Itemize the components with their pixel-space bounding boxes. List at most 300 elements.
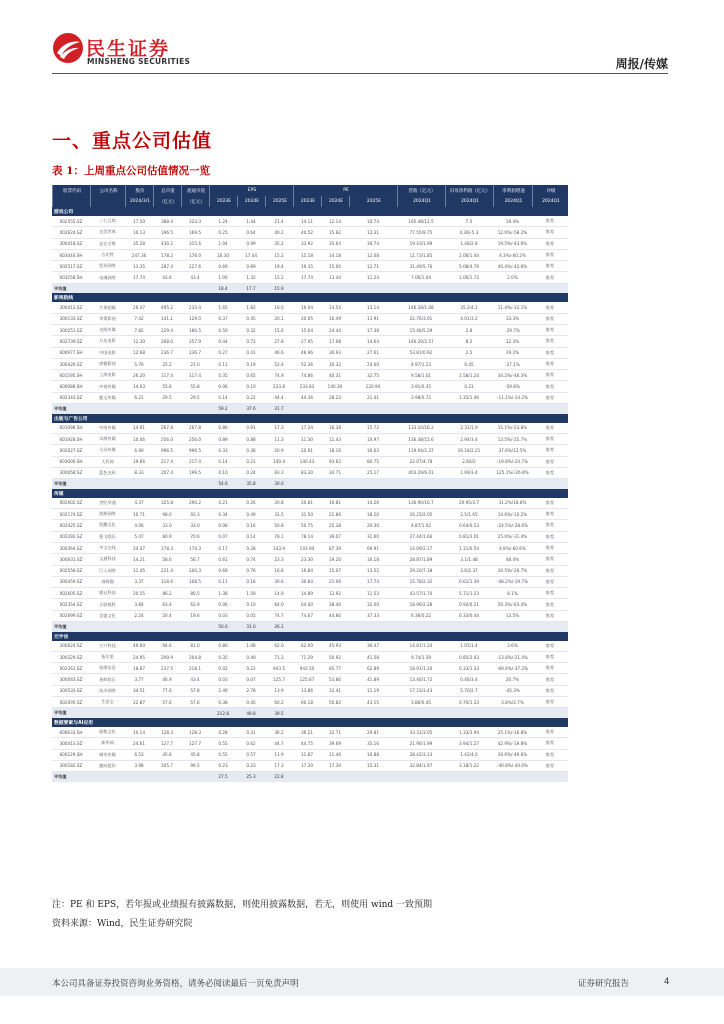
table-cell: 35.2/4.2 [460, 305, 478, 311]
table-cell: 74.7 [274, 613, 284, 619]
table-cell: 0.64 [246, 229, 256, 235]
table-cell: 267.8 [189, 425, 201, 431]
table-cell: 13.14 [367, 305, 379, 311]
table-cell: 推荐 [545, 762, 555, 768]
table-row [52, 468, 568, 479]
table-cell: 6.90 [134, 447, 144, 453]
table-cell: 52.4 [274, 361, 284, 367]
table-cell: -69.4%/-37.2% [496, 665, 529, 671]
table-cell: 推荐 [545, 252, 555, 258]
table-cell: 17.34 [301, 425, 313, 431]
table-cell: 0.81/2.01 [458, 534, 480, 540]
table-cell: 146.28/1.08 [408, 305, 434, 311]
header-cell: 评级 [532, 185, 569, 196]
table-cell: 0.57 [246, 752, 256, 758]
table-cell: 3.37 [134, 579, 144, 585]
table-row [52, 738, 568, 749]
table-cell: 403.29/6.01 [408, 470, 434, 476]
table-cell: 22.76/3.01 [409, 316, 433, 322]
table-cell: 5.76 [134, 361, 144, 367]
table-cell: 48.4% [505, 556, 520, 562]
table-cell: 20.05 [301, 316, 313, 322]
table-cell: 推荐 [545, 751, 555, 757]
table-cell: 19.35 [301, 263, 313, 269]
table-cell: 12.3% [505, 338, 520, 344]
table-cell: 16.25/2.05 [409, 511, 433, 517]
table-cell: 315.6 [189, 241, 201, 247]
table-cell: 0.85/2.43 [458, 654, 480, 660]
table-cell: 0.45 [464, 361, 474, 367]
table-cell: 78.14 [301, 534, 313, 540]
table-row [52, 697, 568, 708]
table-cell: 1.35/1.46 [458, 395, 480, 401]
table-cell: 119.04/2.37 [408, 447, 434, 453]
table-cell: 15.00 [329, 263, 341, 269]
table-cell: 15.82 [329, 229, 341, 235]
table-cell: 80.9 [162, 534, 172, 540]
table-cell: 17.38 [367, 327, 379, 333]
table-cell: 4.06 [134, 522, 144, 528]
table-cell: 0.86 [218, 425, 228, 431]
table-cell: 14.03 [133, 384, 145, 390]
table-cell: 0.11 [218, 579, 228, 585]
table-cell: 39.69 [329, 740, 341, 746]
table-group-header [52, 207, 568, 216]
table-cell: -27.1% [505, 361, 520, 367]
table-cell: 12.68 [133, 350, 145, 356]
table-cell: 140.4 [273, 459, 285, 465]
average-value: 31.0 [246, 624, 256, 630]
table-cell: 11.9 [274, 752, 284, 758]
table-cell: 0.49 [246, 654, 256, 660]
table-cell: 53.86 [329, 677, 341, 683]
table-cell: 27.61 [367, 350, 379, 356]
average-label: 平均值 [54, 285, 67, 291]
table-cell: 140.43 [299, 459, 315, 465]
table-cell: 603444.SH [59, 252, 83, 258]
header-cell: 2025E [349, 196, 398, 207]
table-cell: 15.72 [367, 425, 379, 431]
table-cell: 推荐 [545, 612, 555, 618]
table-cell: 178.3 [161, 545, 173, 551]
table-cell: 推荐 [545, 729, 555, 735]
table-cell: 300133.SZ [59, 316, 83, 322]
table-cell: 14.91 [133, 425, 145, 431]
table-cell: 31.5 [274, 511, 284, 517]
data-source-note: 资料来源：Wind，民生证券研究院 [52, 919, 193, 929]
table-cell: 221.4 [161, 568, 173, 574]
table-cell: 电魂网络 [99, 274, 116, 280]
table-cell: 推荐 [545, 578, 555, 584]
table-cell: 15.2 [274, 252, 284, 258]
table-cell: 10.71 [133, 511, 145, 517]
table-cell: 247.36 [131, 252, 147, 258]
table-cell: 15.2 [274, 275, 284, 281]
table-cell: 136.38/15.6 [408, 436, 434, 442]
table-cell: 43.4 [190, 275, 200, 281]
table-cell: 10.5%/-26.7% [497, 568, 528, 574]
table-cell: 57.8 [190, 688, 200, 694]
table-cell: 中视传媒 [99, 383, 116, 389]
table-cell: 125.7 [273, 677, 285, 683]
table-cell: 7.5 [465, 218, 473, 224]
table-cell: 中文在线 [99, 545, 116, 551]
table-cell: 0.28 [218, 729, 228, 735]
average-value: 54.6 [218, 481, 228, 487]
table-cell: 18.96/2.28 [409, 602, 433, 608]
table-cell: 凯撒文化 [99, 522, 116, 528]
table-cell: 12.6%/-58.2% [497, 229, 528, 235]
table-cell: 2.31/1.9 [460, 425, 478, 431]
table-cell: 6.21 [134, 395, 144, 401]
table-cell: 300182.SZ [59, 763, 83, 769]
table-row [52, 457, 568, 468]
page-number: 4 [664, 977, 670, 987]
table-cell: 吉比特 [101, 252, 114, 258]
table-cell: 0.17 [218, 545, 228, 551]
table-cell: 推荐 [545, 642, 555, 648]
table-cell: 捷成股份 [99, 762, 116, 768]
table-cell: 9.74/1.39 [410, 654, 432, 660]
table-cell: 0.70/1.33 [458, 699, 480, 705]
table-cell: 603258.SH [59, 275, 83, 281]
table-cell: 美盛文化 [99, 612, 116, 618]
table-cell: 34.2%/-46.3% [497, 372, 528, 378]
table-cell: 35.16 [367, 740, 379, 746]
table-cell: 62.0 [274, 643, 284, 649]
table-cell: 19.4% [505, 218, 520, 224]
table-cell: 0.46/3.4 [460, 677, 478, 683]
table-cell: 13.52 [367, 568, 379, 574]
table-row [52, 588, 568, 599]
average-value: 50.0 [218, 624, 228, 630]
header-cell: （亿元） [153, 196, 182, 207]
table-row [52, 761, 568, 772]
table-cell: 64.00 [301, 602, 313, 608]
header-divider [52, 73, 668, 74]
table-cell: 拓尔思 [101, 654, 114, 660]
table-cell: 2.5/1.65 [460, 511, 478, 517]
table-row [52, 750, 568, 761]
table-cell: 180.5 [189, 327, 201, 333]
table-cell: 136.90/16.7 [408, 500, 434, 506]
table-cell: 57.6 [162, 699, 172, 705]
table-cell: 世纪华通 [99, 499, 116, 505]
table-cell: 0.33/0.44 [458, 613, 480, 619]
table-cell: 80.5 [190, 590, 200, 596]
table-row [52, 727, 568, 738]
table-cell: 40.4%/-42.6% [497, 263, 528, 269]
table-cell: 1.59 [246, 590, 256, 596]
table-row [52, 686, 568, 697]
table-cell: 0.06 [218, 602, 228, 608]
table-cell: 0.74 [246, 556, 256, 562]
table-cell: 30.32 [329, 361, 341, 367]
table-group-header [52, 293, 568, 302]
table-cell: 42.9%/-19.8% [497, 740, 528, 746]
table-cell: 16.6%/-49.6% [497, 752, 528, 758]
table-cell: 43.15 [367, 699, 379, 705]
average-value: 49.8 [246, 710, 256, 716]
table-row [52, 445, 568, 456]
table-cell: 22.07/4.78 [409, 459, 433, 465]
table-cell: 21.96/1.99 [409, 740, 433, 746]
table-cell: 120.94 [365, 384, 381, 390]
table-group-header [52, 414, 568, 423]
table-cell: 推荐 [545, 567, 555, 573]
table-cell: 1.65 [218, 305, 228, 311]
table-cell: 0.19 [246, 361, 256, 367]
table-cell: 600088.SH [59, 384, 83, 390]
table-cell: 227.6 [189, 263, 201, 269]
table-cell: 推荐 [545, 533, 555, 539]
table-cell: 唐德影视 [99, 361, 116, 366]
average-value: 35.8 [246, 481, 256, 487]
table-cell: 0.49 [246, 511, 256, 517]
table-cell: 21.4 [274, 218, 284, 224]
table-cell: 300418.SZ [59, 241, 83, 247]
table-cell: 推荐 [545, 522, 555, 528]
table-cell: 46.96 [301, 350, 313, 356]
table-cell: 74.9 [274, 372, 284, 378]
table-cell: 推荐 [545, 315, 555, 321]
header-cell: 归母净利润（亿元） [445, 185, 494, 196]
table-cell: 29.81 [367, 729, 379, 735]
table-cell: 30.64 [301, 579, 313, 585]
table-cell: 233.4 [189, 305, 201, 311]
table-cell: 25.2 [162, 361, 172, 367]
header-cell: （亿元） [181, 196, 210, 207]
table-cell: 1.82 [246, 305, 256, 311]
table-cell: 50.75 [301, 522, 313, 528]
table-cell: 0.26 [246, 500, 256, 506]
footer-disclaimer: 本公司具备证券投资咨询业务资格，请务必阅读最后一页免责声明 [52, 979, 299, 989]
table-cell: 0.10 [246, 384, 256, 390]
table-cell: 32.75 [367, 372, 379, 378]
table-cell: 11.24 [367, 275, 379, 281]
header-cell: PE [293, 185, 398, 196]
table-group-header [52, 632, 568, 641]
table-cell: 3.6% [507, 643, 518, 649]
table-cell: 推荐 [545, 394, 555, 400]
average-value: 37.6 [246, 406, 256, 412]
table-cell: 178.2 [161, 252, 173, 258]
table-cell: 11.4%/-32.1% [497, 305, 528, 311]
table-cell: 推荐 [545, 676, 555, 682]
table-cell: 002354.SZ [59, 602, 83, 608]
table-cell: 推荐 [545, 263, 555, 269]
table-cell: 45.8 [190, 752, 200, 758]
table-cell: 17.74 [301, 275, 313, 281]
table-cell: 002425.SZ [59, 522, 83, 528]
table-row [52, 302, 568, 313]
table-cell: 推荐 [545, 240, 555, 246]
table-cell: 4.37 [134, 500, 144, 506]
table-cell: 996.5 [189, 447, 201, 453]
table-cell: 17.3 [274, 425, 284, 431]
table-cell: 恺英网络 [99, 263, 116, 269]
table-cell: 2.8 [465, 327, 473, 333]
table-cell: 10.13 [133, 229, 145, 235]
table-cell: 23.3 [274, 556, 284, 562]
table-cell: 28.23 [329, 395, 341, 401]
table-cell: 117.4 [189, 372, 201, 378]
table-cell: 0.03 [218, 613, 228, 619]
table-cell: 1.08 [246, 643, 256, 649]
table-cell: 8.2 [465, 338, 473, 344]
table-cell: 游族网络 [99, 511, 116, 517]
table-cell: 0.91 [246, 425, 256, 431]
table-cell: 60.18 [301, 699, 313, 705]
table-cell: 21.86 [329, 511, 341, 517]
table-cell: 71.3 [274, 654, 284, 660]
table-cell: 慈文传媒 [99, 394, 116, 400]
table-cell: 002517.SZ [59, 263, 83, 269]
table-cell: 40.2 [274, 229, 284, 235]
table-cell: 233.8 [273, 384, 285, 390]
table-cell: 81.0 [190, 643, 200, 649]
table-cell: 20.81 [301, 500, 313, 506]
table-cell: 17.08 [329, 338, 341, 344]
table-cell: 1.00 [218, 275, 228, 281]
table-cell: 60.2 [274, 699, 284, 705]
table-cell: 9.58/1.01 [410, 372, 432, 378]
table-cell: 11.45 [133, 568, 145, 574]
table-cell: 10.14 [133, 729, 145, 735]
table-cell: 21.41 [367, 395, 379, 401]
table-cell: 推荐 [545, 740, 555, 746]
table-row [52, 674, 568, 685]
table-row [52, 520, 568, 531]
group-name: 出版与广告公司 [54, 416, 88, 422]
table-cell: 3.77 [134, 677, 144, 683]
table-cell: 15.6 [274, 327, 284, 333]
average-value: 30.0 [274, 481, 284, 487]
table-cell: 44.80 [329, 613, 341, 619]
table-cell: 昆仑万维 [99, 240, 116, 246]
table-cell: 新华网 [101, 740, 114, 746]
table-cell: 15.46/5.29 [409, 327, 433, 333]
table-cell: 94.6 [162, 643, 172, 649]
table-cell: 129.0 [189, 316, 201, 322]
table-cell: 2.94/3.4 [460, 436, 478, 442]
table-cell: 20.30 [367, 522, 379, 528]
table-cell: 19.2% [505, 350, 520, 356]
table-header-row-1 [52, 185, 568, 196]
table-cell: -48.2%/-19.7% [496, 579, 529, 585]
table-cell: 62.9 [190, 602, 200, 608]
table-cell: 0.69 [218, 263, 228, 269]
table-cell: 58.6 [162, 556, 172, 562]
table-cell: 0.06 [218, 384, 228, 390]
table-cell: 2.60/2 [462, 459, 476, 465]
table-cell: 1.11/0.54 [458, 545, 480, 551]
table-cell: 推荐 [545, 601, 555, 607]
table-cell: 217.4 [189, 459, 201, 465]
table-cell: 推荐 [545, 327, 555, 333]
table-cell: 24.44 [329, 327, 341, 333]
table-cell: 0.21 [464, 384, 474, 390]
table-cell: 2.0% [507, 275, 518, 281]
table-cell: 完美世界 [99, 229, 116, 235]
table-cell: 奥飞娱乐 [99, 533, 116, 539]
average-value: 31.7 [274, 406, 284, 412]
table-row [52, 652, 568, 663]
table-cell: 18.91/1.20 [409, 665, 433, 671]
table-row [52, 325, 568, 336]
table-cell: 推荐 [545, 274, 555, 280]
average-value: 18.4 [218, 286, 228, 292]
table-cell: 8.1% [507, 590, 518, 596]
table-cell: 中南传媒 [99, 424, 116, 430]
table-cell: 38.40 [329, 602, 341, 608]
table-cell: 86.2 [162, 590, 172, 596]
table-cell: 600633.SH [59, 729, 83, 735]
table-cell: 0.76 [246, 568, 256, 574]
table-cell: 143.9 [273, 545, 285, 551]
table-cell: 推荐 [545, 218, 555, 224]
header-cell: 2024E [237, 196, 266, 207]
table-cell: 25.17 [367, 470, 379, 476]
table-cell: 20.55 [133, 590, 145, 596]
table-cell: 207.4 [161, 470, 173, 476]
table-cell: 13.5% [505, 613, 520, 619]
table-row [52, 423, 568, 434]
table-cell: 14.89 [301, 590, 313, 596]
table-cell: 93.62 [329, 459, 341, 465]
table-cell: 3.84 [134, 602, 144, 608]
table-cell: 1.69/3.4 [460, 470, 478, 476]
table-cell: 146.20/2.57 [408, 338, 434, 344]
table-cell: 16.18/2.21 [457, 447, 481, 453]
table-cell: 14.54 [329, 305, 341, 311]
table-cell: 44.4 [274, 395, 284, 401]
table-cell: 18.20 [367, 511, 379, 517]
table-cell: 0.45 [246, 316, 256, 322]
table-cell: 13.35 [133, 263, 145, 269]
table-cell: 50.92 [329, 654, 341, 660]
table-cell: 推荐 [545, 654, 555, 660]
table-cell: 64.0 [274, 602, 284, 608]
table-cell: 13.44 [329, 275, 341, 281]
table-cell: 0.28 [246, 545, 256, 551]
table-cell: 30.93 [329, 350, 341, 356]
table-cell: 19.43/1.99 [409, 241, 433, 247]
table-cell: 62.89 [367, 665, 379, 671]
table-cell: 0.89 [246, 263, 256, 269]
table-cell: 3.91/0.35 [410, 384, 432, 390]
table-cell: 0.88 [246, 436, 256, 442]
table-cell: 1.06/1.72 [458, 275, 480, 281]
table-header [52, 185, 568, 207]
table-cell: 165.48/12.5 [408, 218, 434, 224]
table-cell: 4.9%/-60.6% [499, 545, 526, 551]
table-cell: 生意宝 [101, 699, 114, 705]
table-cell: 31.60 [367, 534, 379, 540]
table-cell: 17.74 [367, 579, 379, 585]
table-cell: 7.06/1.04 [410, 275, 432, 281]
table-cell: 77.6 [162, 688, 172, 694]
table-cell: 22.87 [133, 699, 145, 705]
table-cell: 36.21 [301, 729, 313, 735]
table-cell: 125.1%/-26.8% [496, 470, 529, 476]
table-cell: 15.07 [329, 568, 341, 574]
table-cell: 8.33 [134, 470, 144, 476]
table-cell: 26.47 [133, 305, 145, 311]
table-cell: 0.64/0.53 [458, 522, 480, 528]
table-cell: 10.88 [367, 752, 379, 758]
table-cell: 002555.SZ [59, 218, 83, 224]
